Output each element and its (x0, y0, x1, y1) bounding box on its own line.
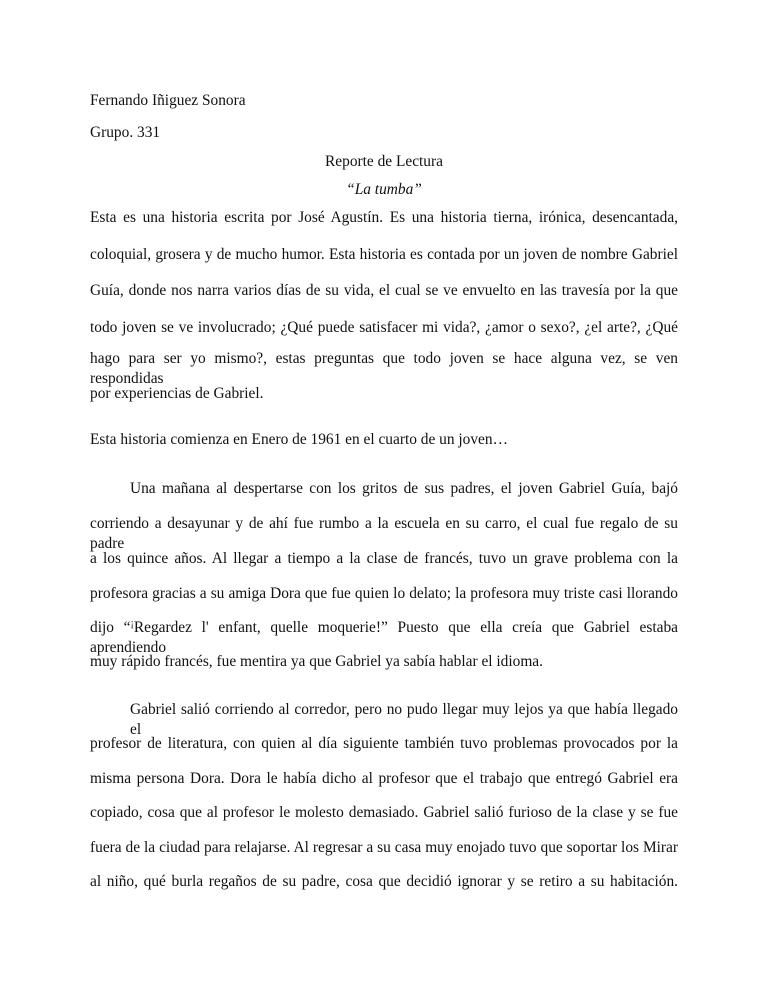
paragraph-2: Esta historia comienza en Enero de 1961 en el cuarto de un joven… (90, 431, 508, 448)
paragraph-4-line-4: copiado, cosa que al profesor le molesto demasiado. Gabriel salió furioso de la clase y se fue (90, 804, 678, 821)
paragraph-4-line-5: fuera de la ciudad para relajarse. Al regresar a su casa muy enojado tuvo que soportar los Mirar (90, 839, 678, 856)
report-title: Reporte de Lectura (325, 153, 443, 170)
paragraph-3-line-1: Una mañana al despertarse con los gritos de sus padres, el joven Gabriel Guía, bajó (130, 480, 678, 497)
paragraph-3-line-2: corriendo a desayunar y de ahí fue rumbo a la escuela en su carro, el cual fue regalo de su padre (90, 515, 678, 552)
paragraph-1-line-2: coloquial, grosera y de mucho humor. Esta historia es contada por un joven de nombre Gabriel (90, 246, 678, 263)
paragraph-4-line-6: al niño, qué burla regaños de su padre, cosa que decidió ignorar y se retiro a su habitación. (90, 873, 678, 890)
paragraph-1-line-5: hago para ser yo mismo?, estas preguntas que todo joven se hace alguna vez, se ven respondidas (90, 350, 678, 387)
author-name: Fernando Iñiguez Sonora (90, 92, 246, 109)
paragraph-4-line-1: Gabriel salió corriendo al corredor, pero no pudo llegar muy lejos ya que había llegado el (130, 701, 678, 738)
book-title: “La tumba” (346, 181, 422, 198)
paragraph-3-line-3: a los quince años. Al llegar a tiempo a la clase de francés, tuvo un grave problema con la (90, 550, 678, 567)
paragraph-4-line-3: misma persona Dora. Dora le había dicho al profesor que el trabajo que entregó Gabriel era (90, 770, 678, 787)
group-label: Grupo. 331 (90, 124, 161, 141)
paragraph-3-line-6: muy rápido francés, fue mentira ya que Gabriel ya sabía hablar el idioma. (90, 653, 543, 670)
paragraph-4-line-2: profesor de literatura, con quien al día siguiente también tuvo problemas provocados por la (90, 735, 678, 752)
paragraph-1-line-1: Esta es una historia escrita por José Agustín. Es una historia tierna, irónica, desencantada, (90, 209, 678, 226)
paragraph-1-line-6: por experiencias de Gabriel. (90, 385, 264, 402)
paragraph-1-line-3: Guía, donde nos narra varios días de su vida, el cual se ve envuelto en las travesía por la que (90, 282, 678, 299)
quote-superscript: ¡ (130, 617, 134, 629)
paragraph-1-line-4: todo joven se ve involucrado; ¿Qué puede satisfacer mi vida?, ¿amor o sexo?, ¿el arte?, ¿Qué (90, 319, 678, 336)
quote-before: dijo “ (90, 619, 131, 636)
paragraph-3-line-4: profesora gracias a su amiga Dora que fue quien lo delato; la profesora muy triste casi llorando (90, 585, 678, 602)
quote-after: Regardez l' enfant, quelle moquerie!” Puesto que ella creía que Gabriel estaba aprendiendo (90, 619, 679, 656)
